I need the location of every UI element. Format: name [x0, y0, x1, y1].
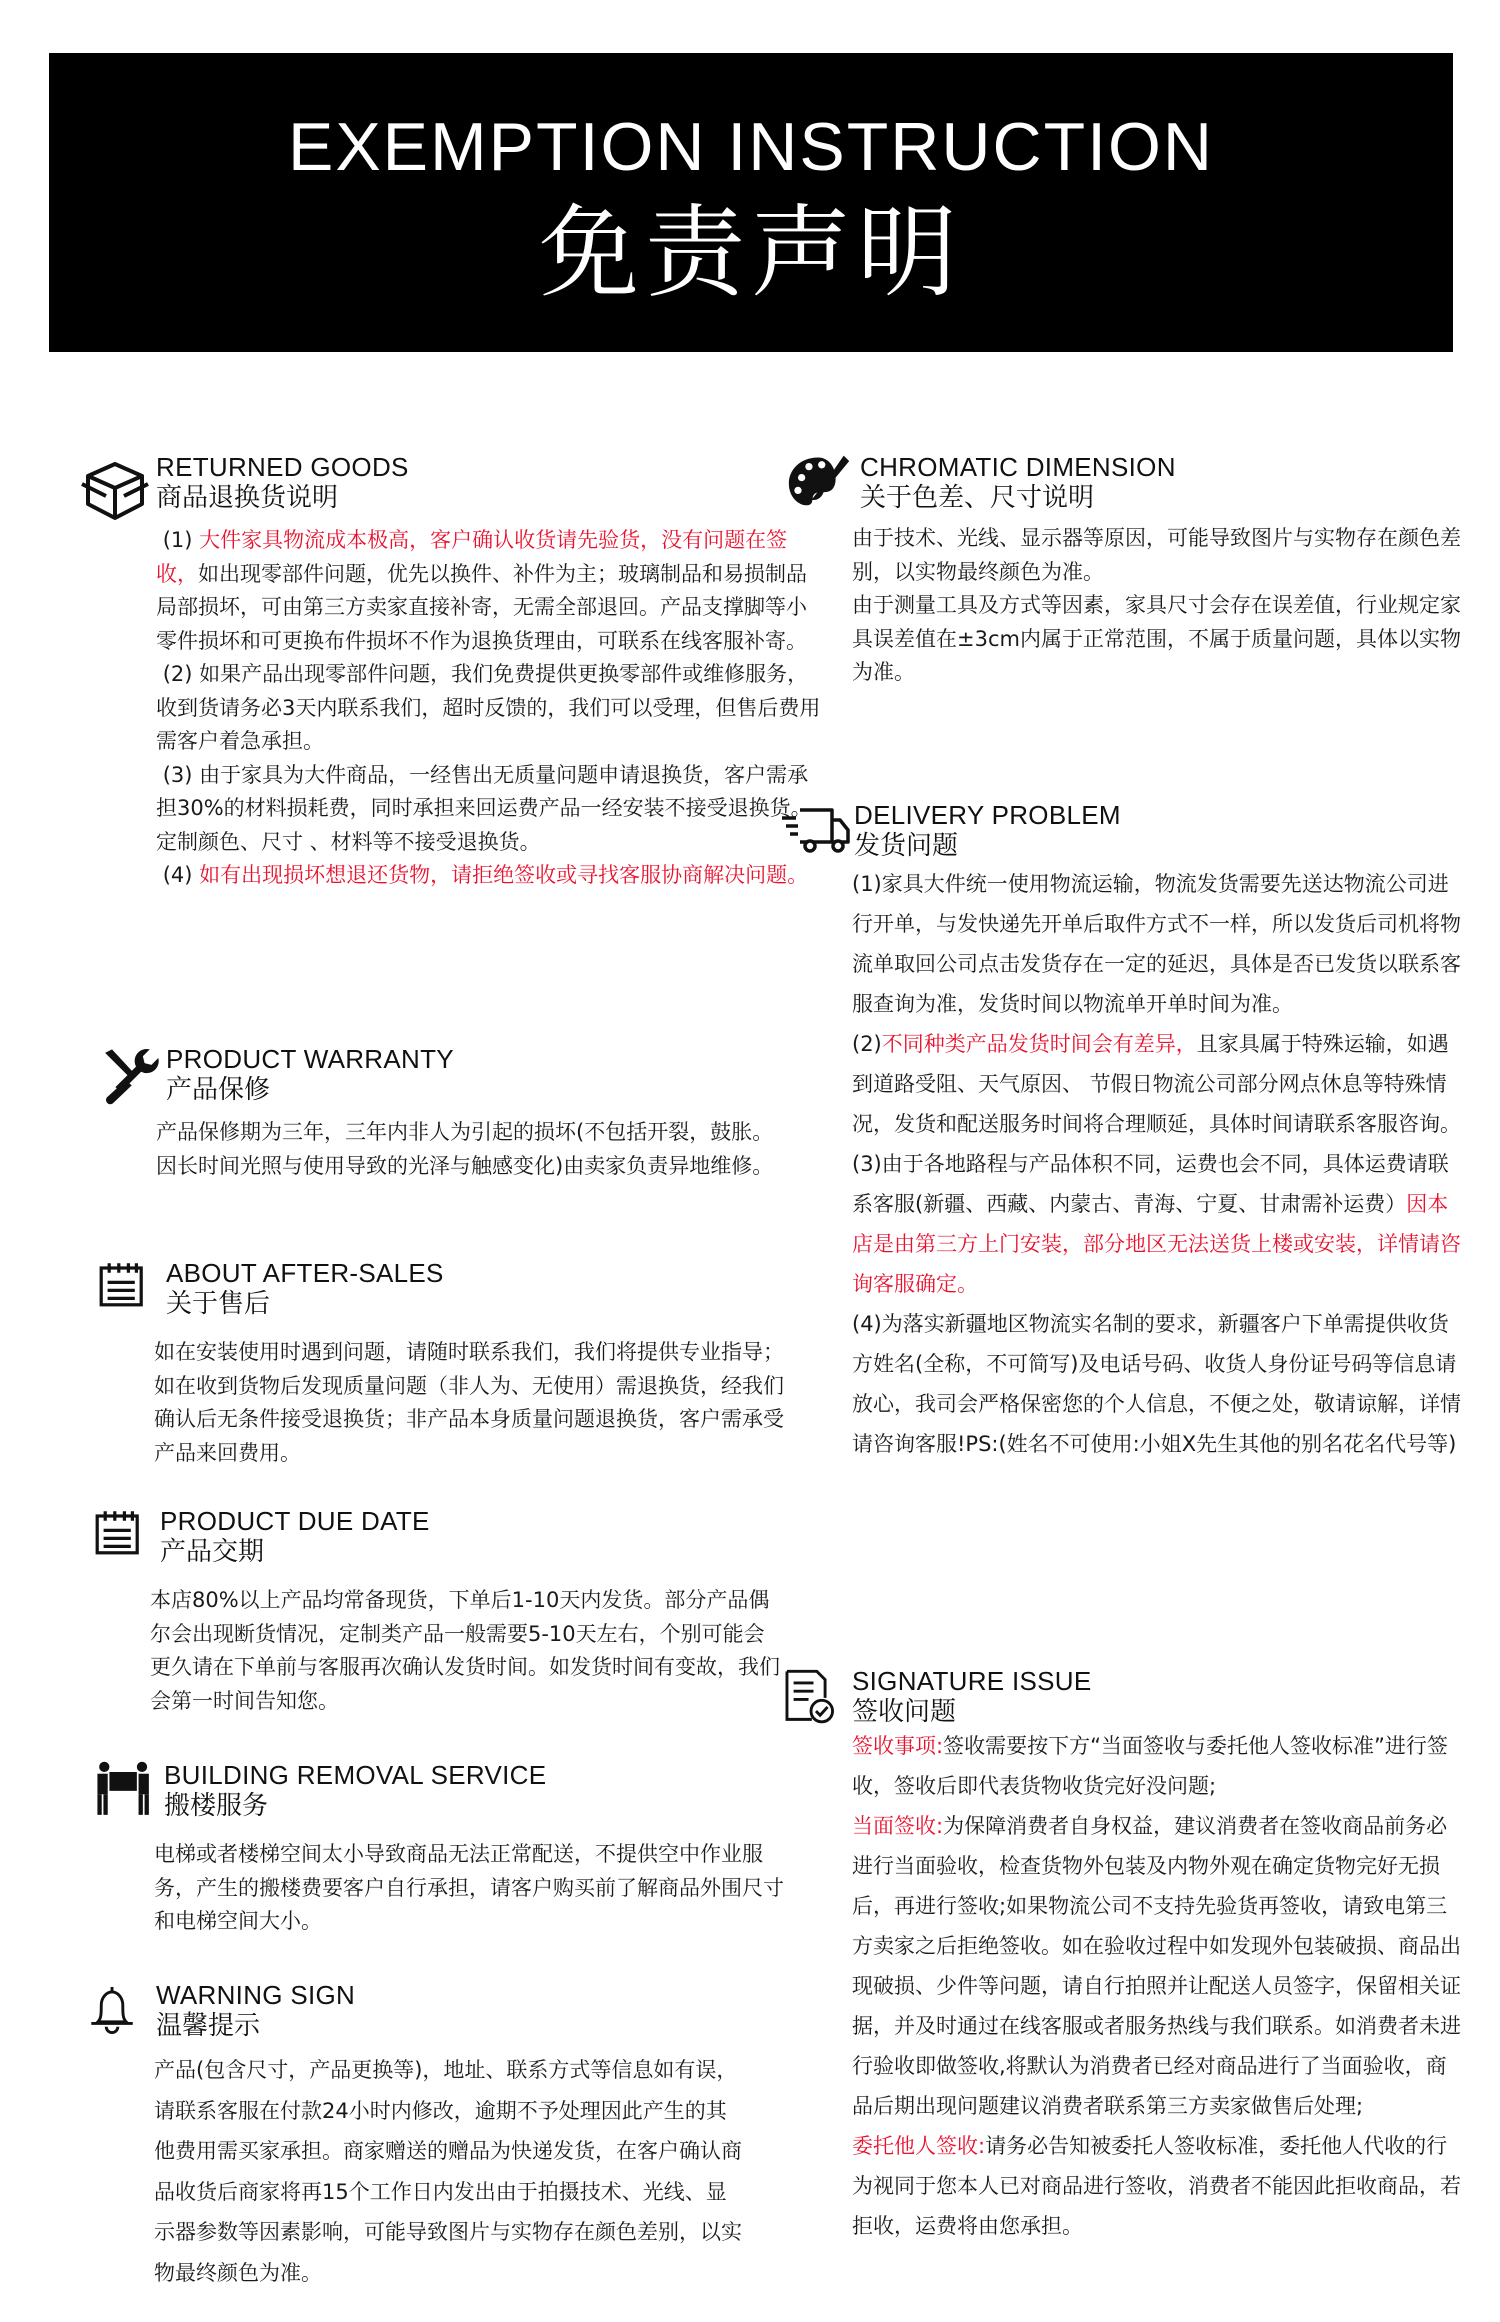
delivery-paragraph-3: (3)由于各地路程与产品体积不同，运费也会不同，具体运费请联系客服(新疆、西藏、内蒙古、青海、宁夏、甘肃需补运费）因本店是由第三方上门安装，部分地区无法送货上楼或安装，详情请咨询客服确定。 [852, 1152, 1461, 1296]
banner-title-en: EXEMPTION INSTRUCTION [287, 109, 1215, 185]
section-title-cn: 关于色差、尺寸说明 [860, 483, 1095, 513]
section-title-cn: 温馨提示 [156, 2011, 261, 2041]
section-title-cn: 发货问题 [854, 831, 959, 861]
warning-text: 产品(包含尺寸，产品更换等)，地址、联系方式等信息如有误，请联系客服在付款24小时内修改，逾期不予处理因此产生的其他费用需买家承担。商家赠送的赠品为快递发货，在客户确认商品收货后商家将再15个工作日内发出由于拍摄技术、光线、显示器参数等因素影响，可能导致图片与实物存在颜色差别，以实物最终颜色为准。 [154, 2058, 742, 2285]
delivery-truck-icon [780, 800, 850, 860]
section-title-en: WARNING SIGN [156, 1980, 356, 2010]
aftersales-text: 如在安装使用时遇到问题，请随时联系我们，我们将提供专业指导；如在收到货物后发现质量问题（非人为、无使用）需退换货，经我们确认后无条件接受退换货；非产品本身质量问题退换货，客户需承受产品来回费用。 [154, 1340, 784, 1465]
section-title-cn: 产品保修 [166, 1075, 271, 1105]
section-title-cn: 关于售后 [166, 1289, 271, 1319]
section-title-en: PRODUCT WARRANTY [166, 1044, 454, 1074]
delivery-paragraph-4: (4)为落实新疆地区物流实名制的要求，新疆客户下单需提供收货方姓名(全称，不可简写)及电话号码、收货人身份证号码等信息请放心，我司会严格保密您的个人信息，不便之处，敬请谅解，详情请咨询客服!PS:(姓名不可使用:小姐X先生其他的别名花名代号等) [852, 1312, 1461, 1456]
section-title-en: CHROMATIC DIMENSION [860, 452, 1176, 482]
red-label: 委托他人签收: [852, 2134, 986, 2158]
chromatic-paragraph-2: 由于测量工具及方式等因素，家具尺寸会存在误差值，行业规定家具误差值在±3cm内属于正常范围，不属于质量问题，具体以实物为准。 [852, 593, 1461, 684]
red-notice: 大件家具物流成本极高，客户确认收货请先验货，没有问题在签收， [156, 528, 788, 586]
delivery-paragraph-2: (2)不同种类产品发货时间会有差异，且家具属于特殊运输，如遇到道路受阻、天气原因、 节假日物流公司部分网点休息等特殊情况，发货和配送服务时间将合理顺延，具体时间请联系客服咨询。 [852, 1032, 1461, 1136]
section-title-cn: 签收问题 [852, 1697, 957, 1727]
section-title-cn: 产品交期 [160, 1537, 265, 1567]
section-title-cn: 搬楼服务 [164, 1791, 269, 1821]
chromatic-paragraph-1: 由于技术、光线、显示器等原因，可能导致图片与实物存在颜色差别，以实物最终颜色为准。 [852, 526, 1461, 584]
paragraph-1: (1) 大件家具物流成本极高，客户确认收货请先验货，没有问题在签收，如出现零部件问题，优先以换件、补件为主；玻璃制品和易损制品局部损坏，可由第三方卖家直接补寄，无需全部退回。产品支撑脚等小零件损坏和可更换布件损坏不作为退换货理由，可联系在线客服补寄。 [156, 528, 807, 653]
paragraph-4: (4) 如有出现损坏想退还货物，请拒绝签收或寻找客服协商解决问题。 [162, 863, 809, 887]
warranty-text: 产品保修期为三年，三年内非人为引起的损坏(不包括开裂，鼓胀。因长时间光照与使用导致的光泽与触感变化)由卖家负责异地维修。 [156, 1120, 774, 1178]
red-notice: 如有出现损坏想退还货物，请拒绝签收或寻找客服协商解决问题。 [199, 863, 809, 887]
palette-icon [786, 452, 852, 516]
signed-document-icon [782, 1666, 840, 1728]
section-title-en: RETURNED GOODS [156, 452, 409, 482]
section-title-en: PRODUCT DUE DATE [160, 1506, 430, 1536]
red-notice: 不同种类产品发货时间会有差异， [881, 1032, 1197, 1056]
paragraph-3: (3) 由于家具为大件商品，一经售出无质量问题申请退换货，客户需承担30%的材料损耗费，同时承担来回运费产品一经安装不接受退换货。定制颜色、尺寸 、材料等不接受退换货。 [156, 762, 812, 854]
section-title-en: SIGNATURE ISSUE [852, 1666, 1092, 1696]
movers-icon [92, 1760, 156, 1820]
red-notice: 因本店是由第三方上门安装，部分地区无法送货上楼或安装，详情请咨询客服确定。 [852, 1192, 1461, 1296]
section-title-en: ABOUT AFTER-SALES [166, 1258, 444, 1288]
section-title-en: DELIVERY PROBLEM [854, 800, 1121, 830]
section-title-en: BUILDING REMOVAL SERVICE [164, 1760, 547, 1790]
banner-title-cn: 免责声明 [539, 194, 963, 311]
calendar-list-icon [98, 1258, 154, 1318]
red-label: 签收事项: [852, 1734, 944, 1758]
red-label: 当面签收: [852, 1814, 944, 1838]
bell-icon [88, 1980, 146, 2042]
signature-item-2: 当面签收:为保障消费者自身权益，建议消费者在签收商品前务必进行当面验收，检查货物外包装及内物外观在确定货物完好无损后，再进行签收;如果物流公司不支持先验货再签收，请致电第三方卖家之后拒绝签收。如在验收过程中如发现外包装破损、商品出现破损、少件等问题，请自行拍照并让配送人员签字，保留相关证据，并及时通过在线客服或者服务热线与我们联系。如消费者未进行验收即做签收,将默认为消费者已经对商品进行了当面验收，商品后期出现问题建议消费者联系第三方卖家做售后处理; [852, 1814, 1461, 2118]
duedate-text: 本店80%以上产品均常备现货，下单后1-10天内发货。部分产品偶尔会出现断货情况，定制类产品一般需要5-10天左右，个别可能会更久请在下单前与客服再次确认发货时间。如发货时间有变故，我们会第一时间告知您。 [150, 1588, 780, 1713]
header-banner [49, 53, 1453, 352]
signature-item-3: 委托他人签收:请务必告知被委托人签收标准，委托他人代收的行为视同于您本人已对商品进行签收，消费者不能因此拒收商品，若拒收，运费将由您承担。 [852, 2134, 1461, 2238]
calendar-list-icon [94, 1506, 150, 1566]
signature-item-1: 签收事项:签收需要按下方“当面签收与委托他人签收标准”进行签收，签收后即代表货物收货完好没问题; [852, 1734, 1448, 1798]
delivery-paragraph-1: (1)家具大件统一使用物流运输，物流发货需要先送达物流公司进行开单，与发快递先开单后取件方式不一样，所以发货后司机将物流单取回公司点击发货存在一定的延迟，具体是否已发货以联系客服查询为准，发货时间以物流单开单时间为准。 [852, 872, 1461, 1016]
paragraph-2: (2) 如果产品出现零部件问题，我们免费提供更换零部件或维修服务，收到货请务必3天内联系我们，超时反馈的，我们可以受理，但售后费用需客户着急承担。 [156, 662, 821, 753]
building-text: 电梯或者楼梯空间太小导致商品无法正常配送，不提供空中作业服务，产生的搬楼费要客户自行承担，请客户购买前了解商品外围尺寸和电梯空间大小。 [154, 1842, 784, 1933]
section-title-cn: 商品退换货说明 [156, 483, 339, 513]
package-box-icon [80, 456, 150, 526]
tools-wrench-icon [100, 1046, 160, 1106]
